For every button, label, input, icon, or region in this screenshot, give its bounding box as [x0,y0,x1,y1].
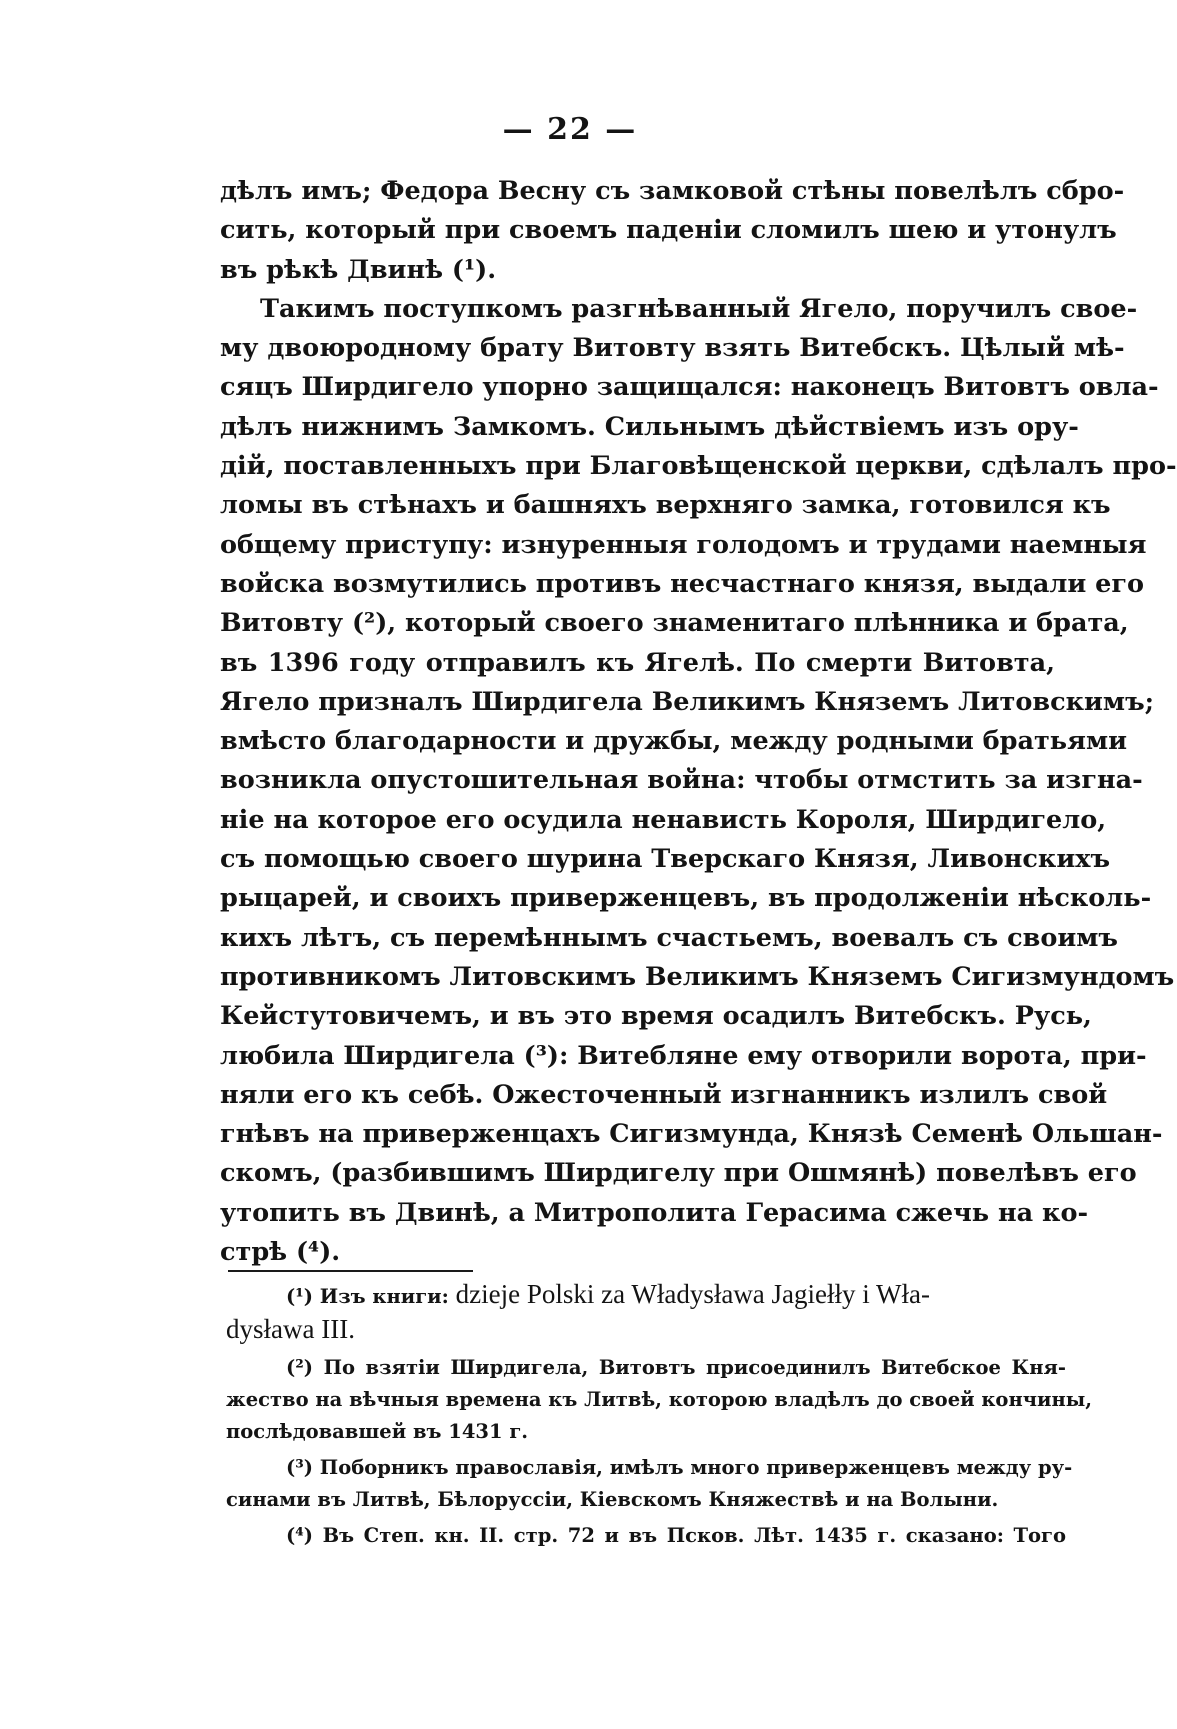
footnote-number: (³) [286,1456,313,1479]
text-line: няли его къ себѣ. Ожесточенный изгнанникъ излилъ свой [220,1079,1108,1110]
footnote-2 [226,1352,1093,1448]
footnotes [226,1278,1093,1556]
paragraph-2 [220,290,1177,1272]
text-line: утопить въ Двинѣ, а Митрополита Герасима сжечь на ко- [220,1197,1089,1228]
footnote-divider [228,1270,473,1272]
footnote-text: Въ Степ. кн. II. стр. 72 и въ Псков. Лѣт. 1435 г. сказано: Того [322,1524,1066,1547]
text-line: дій, поставленныхъ при Благовѣщенской церкви, сдѣлалъ про- [220,451,1177,482]
footnote-number: (⁴) [286,1524,313,1547]
text-line: Такимъ поступкомъ разгнѣванный Ягело, поручилъ свое- [260,293,1138,324]
text-line: гнѣвъ на приверженцахъ Сигизмунда, Князѣ Семенѣ Ольшан- [220,1119,1163,1150]
text-line: общему приступу: изнуренныя голодомъ и трудами наемныя [220,529,1147,560]
text-line: Витовту (²), который своего знаменитаго плѣнника и брата, [220,608,1129,639]
text-line: ломы въ стѣнахъ и башняхъ верхняго замка, готовился къ [220,490,1111,521]
footnote-citation: dzieje Polski za Władysława Jagiełły i Wła- [455,1279,930,1309]
text-line: Ягело призналъ Ширдигела Великимъ Княземъ Литовскимъ; [220,686,1155,717]
paragraph-1 [220,172,1125,290]
footnote-text: По взятіи Ширдигела, Витовтъ присоединилъ Витебское Кня- [323,1356,1066,1379]
page-number: — 22 — [502,112,638,147]
text-line: скомъ, (разбившимъ Ширдигелу при Ошмянѣ) повелѣвъ его [220,1158,1137,1189]
footnote-text: послѣдовавшей въ 1431 г. [226,1420,529,1443]
main-text [220,172,1177,1272]
footnote-prefix: Изъ книги: [319,1285,449,1308]
text-line: съ помощью своего шурина Тверскаго Князя, Ливонскихъ [220,844,1111,875]
text-line: сить, который при своемъ паденіи сломилъ шею и утонулъ [220,215,1117,246]
text-line: любила Ширдигела (³): Витебляне ему отворили ворота, при- [220,1040,1147,1071]
text-line: дѣлъ нижнимъ Замкомъ. Сильнымъ дѣйствіемъ изъ ору- [220,411,1079,442]
text-line: возникла опустошительная война: чтобы отмстить за изгна- [220,765,1143,796]
footnote-number: (¹) [286,1285,313,1308]
text-line: противникомъ Литовскимъ Великимъ Княземъ Сигизмундомъ [220,961,1175,992]
text-line: му двоюродному брату Витовту взять Витебскъ. Цѣлый мѣ- [220,333,1125,364]
text-line: дѣлъ имъ; Федора Весну съ замковой стѣны повелѣлъ сбро- [220,176,1125,206]
footnote-number: (²) [286,1356,313,1379]
text-line: въ 1396 году отправилъ къ Ягелѣ. По смерти Витовта, [220,647,1055,678]
footnote-text: синами въ Литвѣ, Бѣлоруссіи, Кіевскомъ Княжествѣ и на Волыни. [226,1488,999,1511]
footnote-1 [226,1278,1066,1348]
text-line: въ рѣкѣ Двинѣ (¹). [220,254,497,285]
text-line: вмѣсто благодарности и дружбы, между родными братьями [220,726,1128,757]
footnote-3 [226,1452,1073,1516]
text-line: рыцарей, и своихъ приверженцевъ, въ продолженіи нѣсколь- [220,883,1152,914]
text-line: кихъ лѣтъ, съ перемѣннымъ счастьемъ, воевалъ съ своимъ [220,922,1118,953]
footnote-citation-cont: dysława III. [226,1314,355,1344]
text-line: войска возмутились противъ несчастнаго князя, выдали его [220,568,1144,599]
text-line: сяцъ Ширдигело упорно защищался: наконецъ Витовтъ овла- [220,372,1159,403]
text-line: стрѣ (⁴). [220,1237,341,1268]
text-line: Кейстутовичемъ, и въ это время осадилъ Витебскъ. Русь, [220,1001,1092,1032]
footnote-4 [226,1520,1066,1552]
text-line: ніе на которое его осудила ненависть Короля, Ширдигело, [220,804,1107,835]
footnote-text: Поборникъ православія, имѣлъ много приверженцевъ между ру- [319,1456,1073,1479]
footnote-text: жество на вѣчныя времена къ Литвѣ, которою владѣлъ до своей кончины, [226,1388,1093,1411]
